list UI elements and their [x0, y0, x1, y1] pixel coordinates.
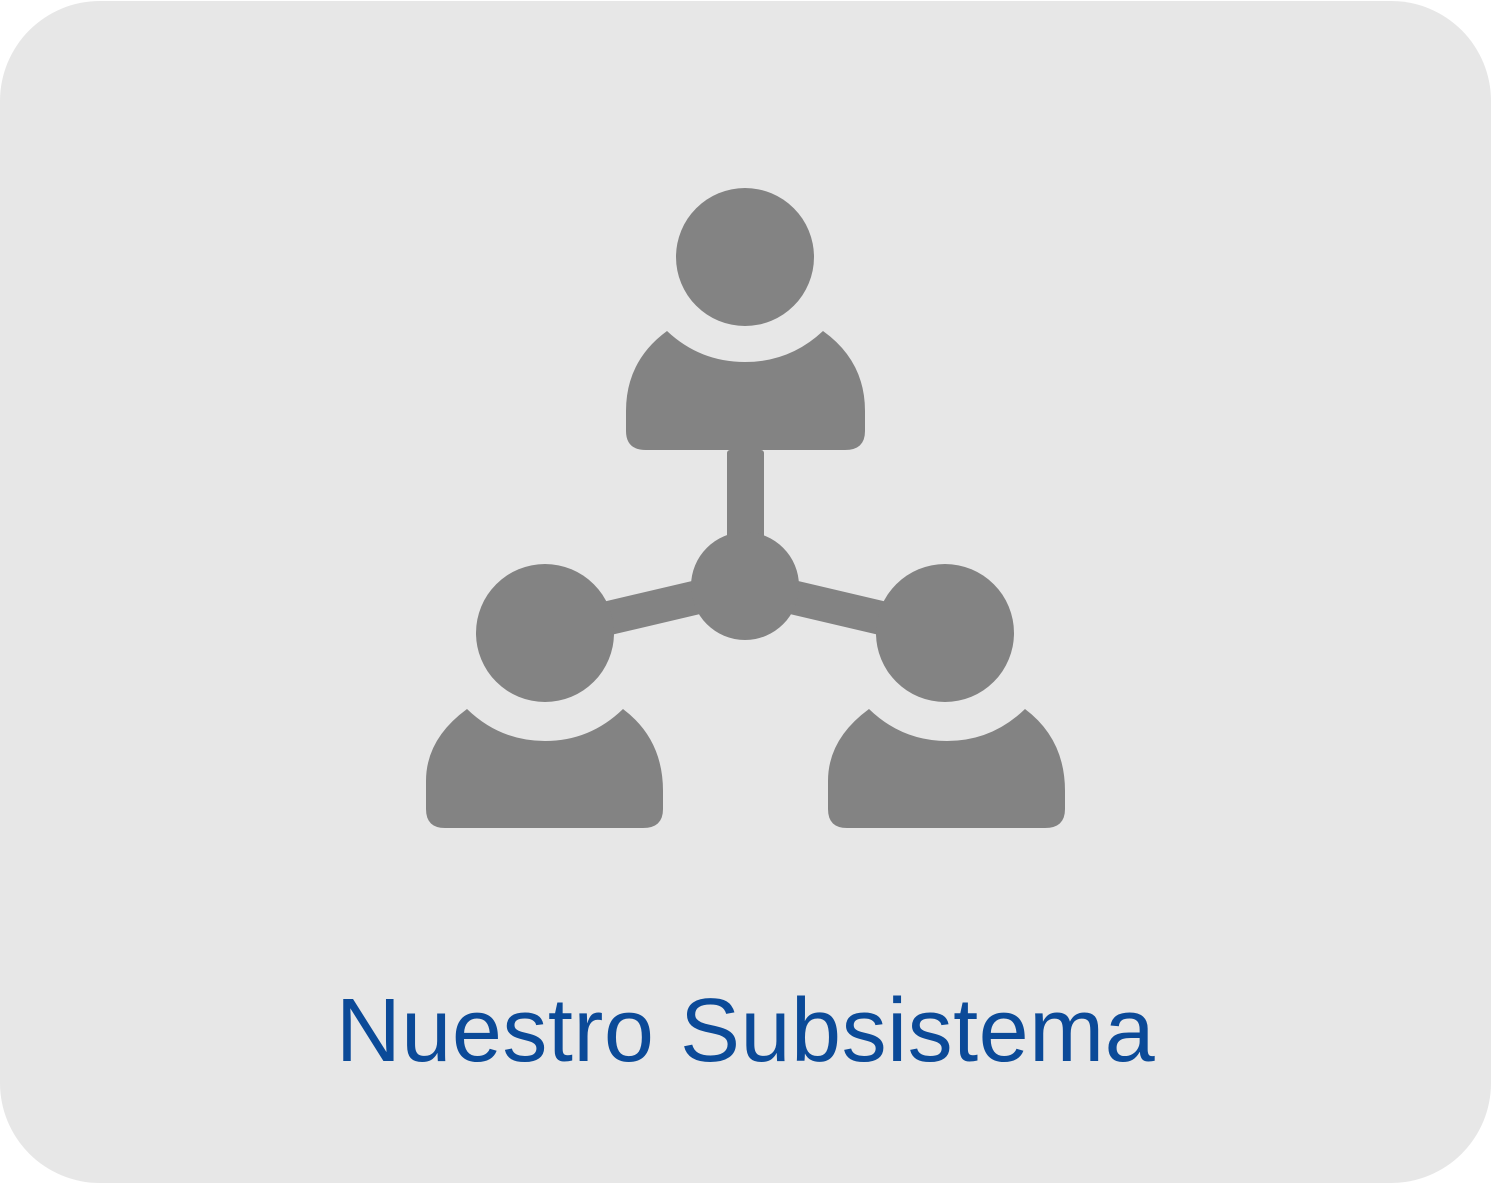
connector-vertical	[727, 450, 764, 540]
tile-label: Nuestro Subsistema	[335, 981, 1156, 1081]
left-person-head	[476, 564, 614, 702]
top-person-head	[676, 188, 814, 326]
hub-node	[691, 532, 799, 640]
top-person-body	[626, 331, 865, 450]
nuestro-subsistema-tile[interactable]	[0, 1, 1491, 1183]
left-person-body	[426, 709, 663, 828]
right-person-head	[876, 564, 1014, 702]
right-person-body	[828, 709, 1065, 828]
